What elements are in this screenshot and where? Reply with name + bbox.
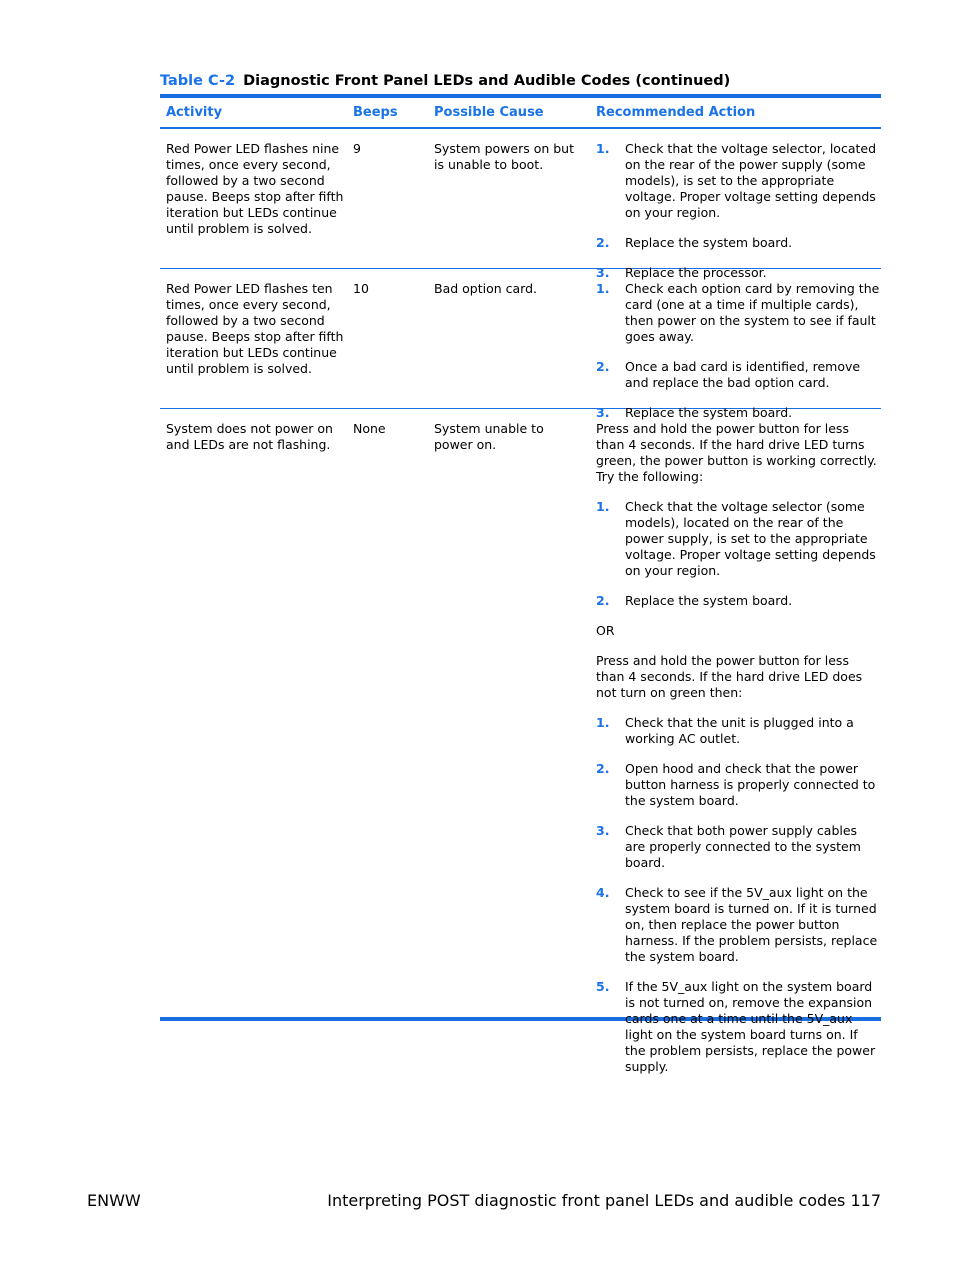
step-number: 2.	[596, 359, 610, 374]
step-text: Replace the processor.	[625, 265, 767, 280]
step-item	[596, 141, 881, 221]
step-item	[596, 281, 881, 345]
cause-cell: Bad option card.	[434, 281, 538, 296]
step-number: 1.	[596, 715, 610, 730]
table-row	[160, 409, 881, 1074]
step-text: Check to see if the 5V_aux light on the system board is turned on. If it is turned on, then replace the power button harness. If the problem persists, replace the system board.	[625, 885, 878, 964]
action-intro: Press and hold the power button for less than 4 seconds. If the hard drive LED turns green, the power button is working correctly. Try the following:	[596, 421, 877, 484]
step-number: 1.	[596, 141, 610, 156]
header-possible-cause: Possible Cause	[434, 105, 544, 120]
activity-cell: Red Power LED flashes ten times, once every second, followed by a two second pause. Beeps stop after fifth iteration but LEDs continue until problem is solved.	[166, 281, 344, 376]
step-text: Replace the system board.	[625, 235, 793, 250]
step-number: 4.	[596, 885, 610, 900]
table-row	[160, 129, 881, 280]
header-beeps: Beeps	[353, 105, 398, 120]
step-number: 3.	[596, 405, 610, 420]
action-cell	[596, 421, 881, 1089]
step-item	[596, 979, 881, 1075]
table-title: Diagnostic Front Panel LEDs and Audible Codes (continued)	[243, 73, 731, 89]
header-recommended-action: Recommended Action	[596, 105, 756, 120]
step-item	[596, 823, 881, 871]
step-text: Replace the system board.	[625, 593, 793, 608]
activity-cell: System does not power on and LEDs are not flashing.	[166, 421, 333, 452]
cause-cell: System powers on but is unable to boot.	[434, 141, 575, 172]
step-item	[596, 593, 881, 609]
step-text: Replace the system board.	[625, 405, 793, 420]
step-number: 2.	[596, 235, 610, 250]
step-number: 1.	[596, 281, 610, 296]
step-number: 5.	[596, 979, 610, 994]
step-text: Check that the unit is plugged into a working AC outlet.	[625, 715, 854, 746]
beeps-cell: 9	[353, 141, 361, 156]
step-item	[596, 235, 881, 251]
step-item	[596, 499, 881, 579]
step-number: 2.	[596, 593, 610, 608]
action-intro: Press and hold the power button for less than 4 seconds. If the hard drive LED does not turn on green then:	[596, 653, 863, 700]
step-item	[596, 359, 881, 391]
step-item	[596, 715, 881, 747]
table-caption	[160, 73, 881, 89]
step-item	[596, 761, 881, 809]
beeps-cell: 10	[353, 281, 369, 296]
beeps-cell: None	[353, 421, 386, 436]
diagnostic-table	[160, 94, 881, 1074]
step-item	[596, 885, 881, 965]
table-number: Table C-2	[160, 73, 236, 89]
header-activity: Activity	[166, 105, 223, 120]
step-text: Check that the voltage selector, located on the rear of the power supply (some models), is set to the appropriate voltage. Proper voltage setting depends on your region.	[625, 141, 877, 220]
table-header	[160, 94, 881, 129]
table-row	[160, 269, 881, 420]
activity-cell: Red Power LED flashes nine times, once every second, followed by a two second pause. Beeps stop after fifth iteration but LEDs continue until problem is solved.	[166, 141, 344, 236]
step-text: If the 5V_aux light on the system board is not turned on, remove the expansion cards one at a time until the 5V_aux light on the system board turns on. If the problem persists, replace the power supply.	[625, 979, 876, 1074]
step-number: 1.	[596, 499, 610, 514]
step-text: Check each option card by removing the card (one at a time if multiple cards), then power on the system to see if fault goes away.	[625, 281, 880, 344]
step-text: Open hood and check that the power button harness is properly connected to the system board.	[625, 761, 876, 808]
cause-cell: System unable to power on.	[434, 421, 544, 452]
step-number: 3.	[596, 265, 610, 280]
step-text: Check that the voltage selector (some models), located on the rear of the power supply, is set to the appropriate voltage. Proper voltage setting depends on your region.	[625, 499, 876, 578]
footer-left: ENWW	[87, 1191, 141, 1210]
step-text: Once a bad card is identified, remove and replace the bad option card.	[625, 359, 861, 390]
step-number: 3.	[596, 823, 610, 838]
footer-right: Interpreting POST diagnostic front panel LEDs and audible codes 117	[327, 1191, 881, 1210]
step-number: 2.	[596, 761, 610, 776]
or-separator: OR	[596, 623, 615, 638]
step-text: Check that both power supply cables are properly connected to the system board.	[625, 823, 861, 870]
